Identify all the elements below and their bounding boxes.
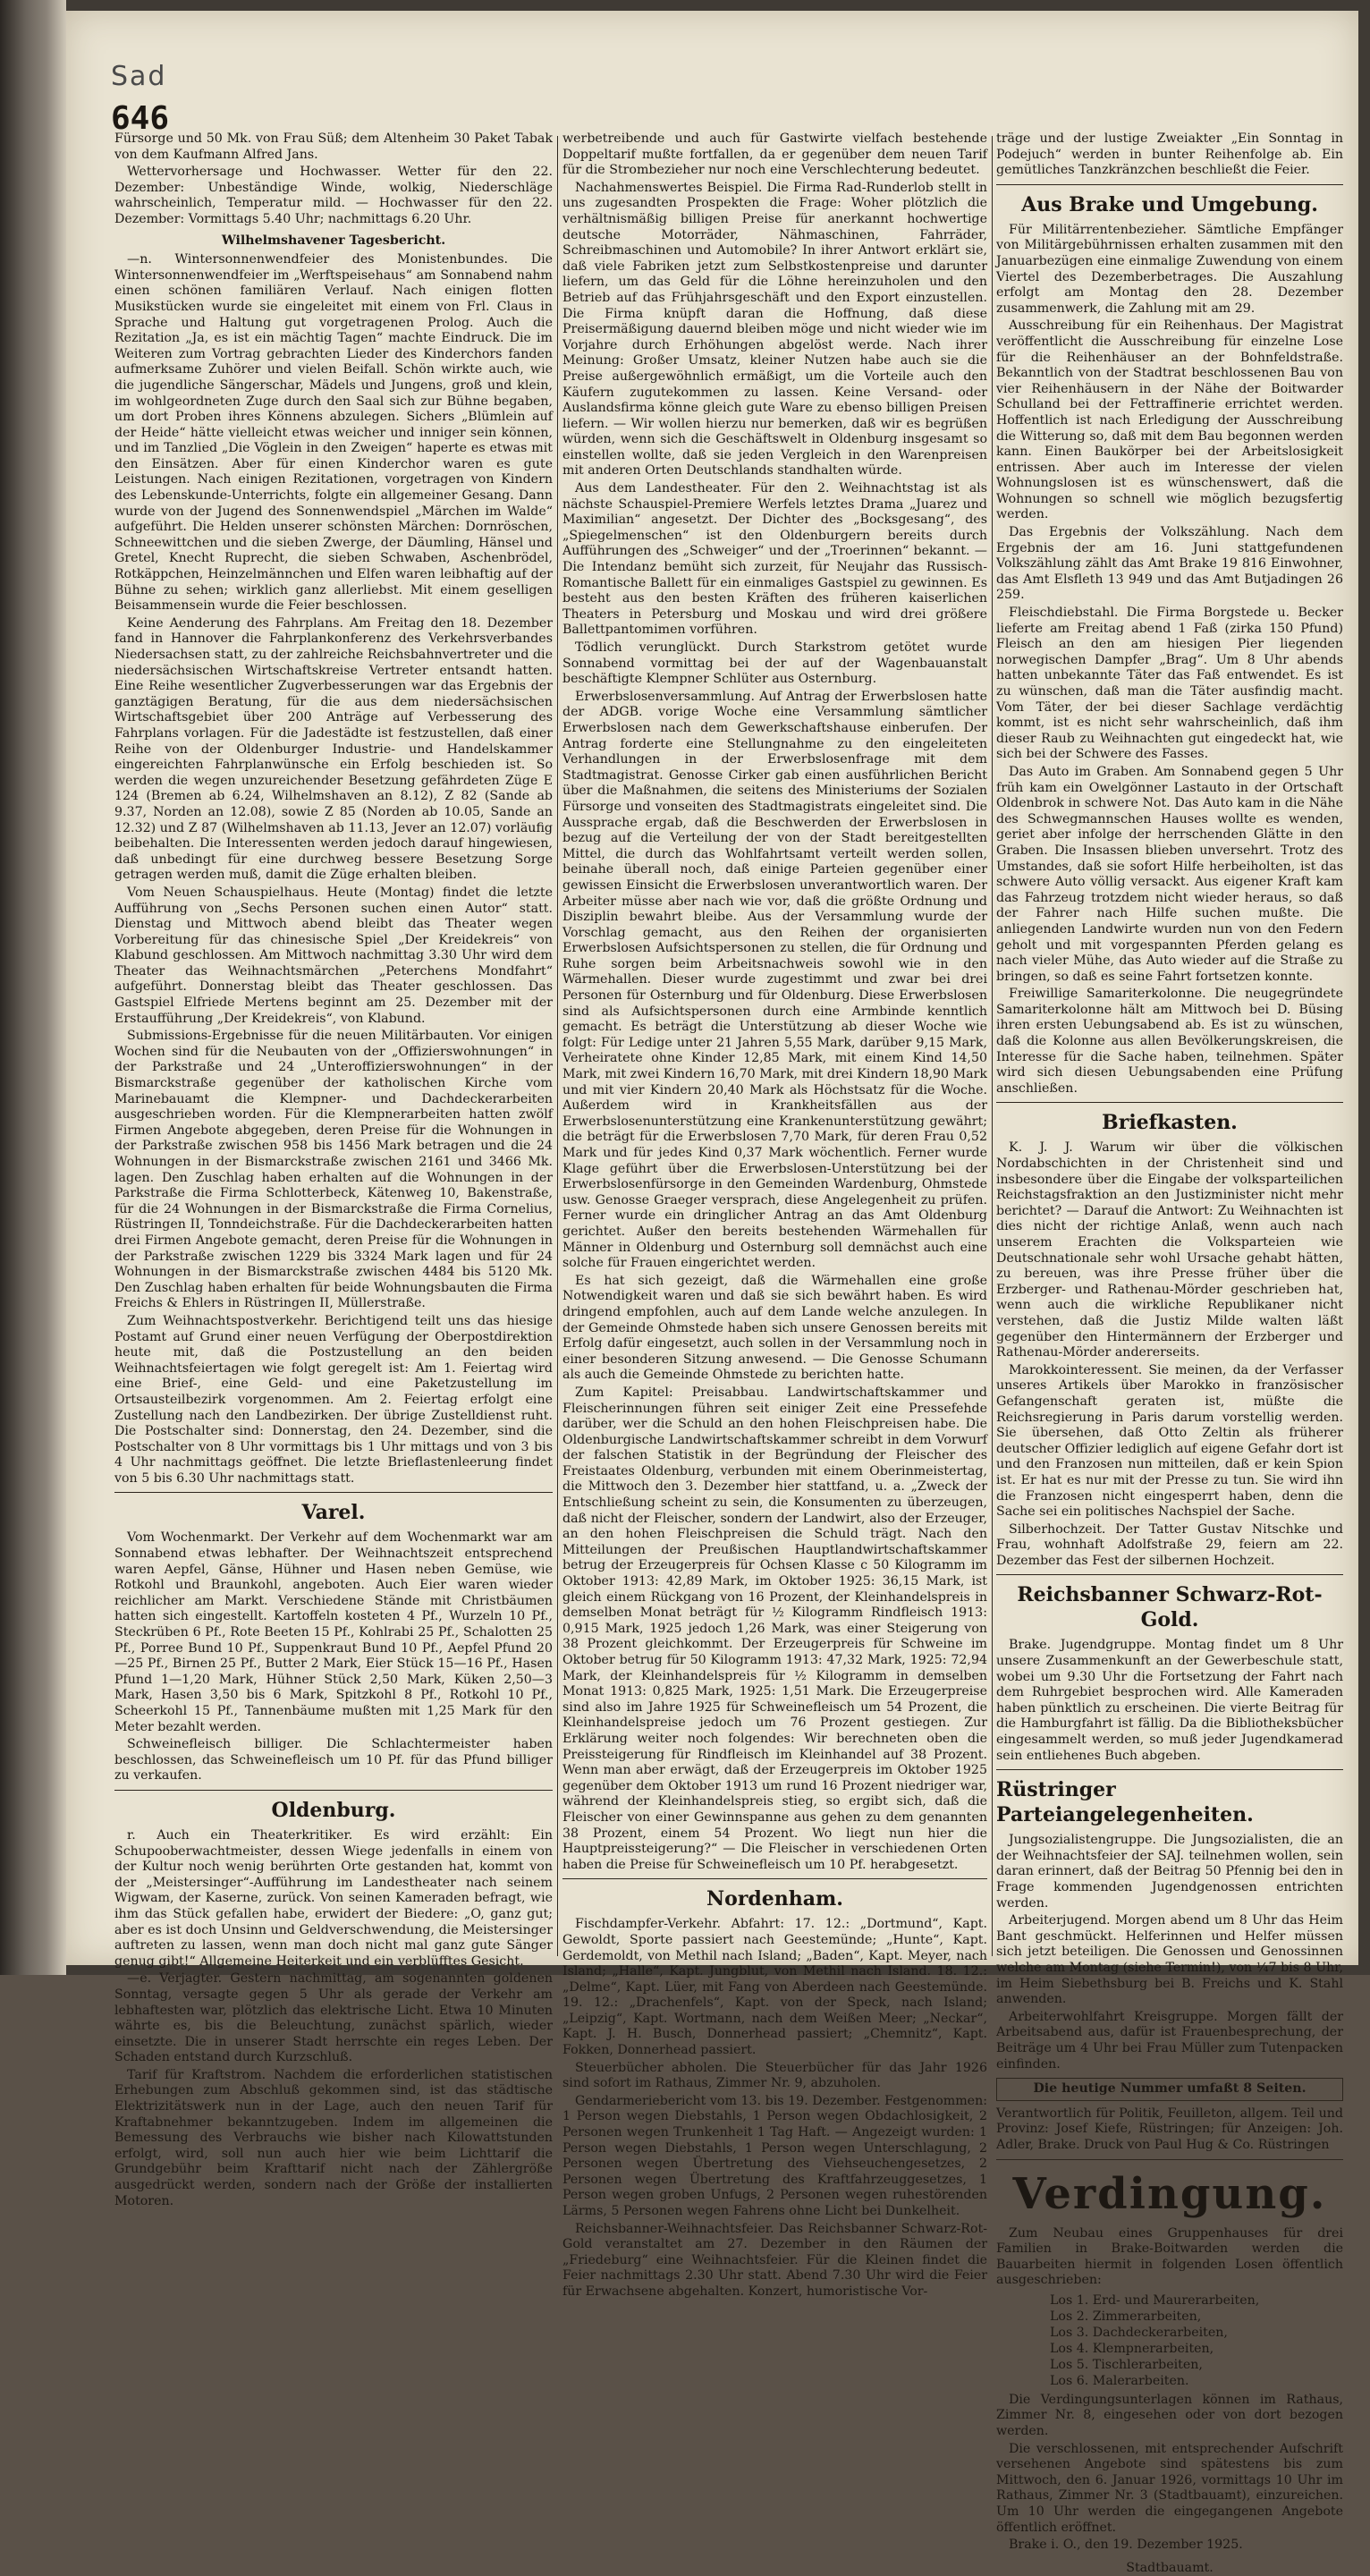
section-heading-ruestringen: Rüstringer Parteiangelegenheiten.	[996, 1777, 1343, 1827]
article-text: Keine Aenderung des Fahrplans. Am Freitag den 18. Dezember fand in Hannover die Fahrplankonferenz des Verkehrsverbandes Niedersachsen statt, zu der zahlreiche Reichsbahnvertreter und die niedersächsischen Wirtschaftskreise Vertreter entsandt hatten. Eine Reihe wesentlicher Zugverbesserungen war das Ergebnis der ganztägigen Beratung, für die aus dem niedersächsischen Wirtschaftsgebiet über 200 Anträge auf Verbesserung des Fahrplans vorlagen. Für die Jadestädte ist festzustellen, daß einer Reihe von der Oldenburger Industrie- und Handelskammer eingereichten Fahrplanwünsche ein Erfolg beschieden ist. So werden die wegen unzureichender Besetzung gefährdeten Züge E 124 (Bremen ab 6.24, Wilhelmshaven an 8.12), Z 82 (Sande ab 9.37, Norden an 12.08), sowie Z 85 (Norden ab 10.05, Sande an 12.32) und Z 87 (Wilhelmshaven ab 11.13, Jever an 12.07) vorläufig beibehalten. Die Interessenten werden jedoch darauf hingewiesen, daß unbedingt für eine durchweg bessere Besetzung Sorge getragen werden muß, damit die Züge erhalten bleiben.	[114, 616, 553, 884]
article-text: Zum Kapitel: Preisabbau. Landwirtschaftskammer und Fleischerinnungen führen seit einiger Zeit eine Pressefehde darüber, wer die Schuld an den hohen Fleischpreisen habe. Die Oldenburgische Landwirtschaftskammer schreibt in dem Vorwurf der falschen Statistik in der Begründung der Fleischer des Freistaates Oldenburg, verbunden mit einem Oberinmeistertag, die Mittwoch den 3. Dezember hier stattfand, u. a. „Zweck der Entschließung scheint zu sein, die Konsumenten zu überzeugen, daß nicht der Fleischer, sondern der Landwirt, also der Erzeuger, an den hohen Fleischpreisen die Schuld trägt. Nach den Mitteilungen der Preußischen Hauptlandwirtschaftskammer betrug der Erzeugerpreis für Ochsen Klasse c 50 Kilogramm im Oktober 1913: 42,89 Mark, im Oktober 1925: 36,15 Mark, ist gleich einem Rückgang von 16 Prozent, der Kleinhandelspreis in demselben Monat beträgt für ½ Kilogramm Rindfleisch 1913: 0,915 Mark, 1925 jedoch 1,26 Mark, was einer Steigerung von 38 Prozent gleichkommt. Der Erzeugerpreis für Schweine im Oktober betrug für 50 Kilogramm 1913: 47,32 Mark, 1925: 72,94 Mark, der Kleinhandelspreis für ½ Kilogramm in demselben Monat 1913: 0,825 Mark, 1925: 1,51 Mark. Die Erzeugerpreise sind also im Jahre 1925 für Schweinefleisch um 54 Prozent, die Kleinhandelspreise jedoch um 76 Prozent gestiegen. Zur Erklärung weiter noch folgendes: Wir berechneten oben die Preissteigerung für Rindfleisch im Kleinhandel auf 38 Prozent. Wenn man aber erwägt, daß der Erzeugerpreis im Oktober 1925 gegenüber dem Oktober 1913 um rund 16 Prozent niedriger war, während der Kleinhandelspreis stieg, so ergibt sich, daß die Fleischer von einer Gewinnspanne aus gehen zu dem genannten 38 Prozent, einem 54 Prozent. Wo liegt nun hier die Hauptpreissteigerung?“ — Die Fleischer in verschiedenen Orten haben die Preise für Schweinefleisch um 10 Pf. herabgesetzt.	[562, 1385, 987, 1873]
divider	[996, 1574, 1343, 1575]
divider	[996, 1102, 1343, 1103]
article-text: Schweinefleisch billiger. Die Schlachtermeister haben beschlossen, das Schweinefleisch um 10 Pf. für das Pfund billiger zu verkaufen.	[114, 1737, 553, 1784]
divider	[114, 1492, 553, 1493]
article-text: Nachahmenswertes Beispiel. Die Firma Rad-Runderlob stellt in uns zugesandten Prospekten die Frage: Woher plötzlich die verhältnismäßig billigen Preise für anerkannt hochwertige deutsche Motorräder, Nähmaschinen, Fahrräder, Schreibmaschinen und Automobile? In ihrer Antwort erklärt sie, daß viele Fabriken jetzt zum Selbstkostenpreise und darunter liefern, um das Geld für die Löhne hereinzuholen und den Betrieb auf das Frühjahrsgeschäft und den Export einzustellen. Die Firma knüpft daran die Hoffnung, daß diese Preisermäßigung dauernd bleiben möge und nicht wieder wie im Vorjahre durch Erhöhungen abgelöst werde. Nach ihrer Meinung: Großer Umsatz, kleiner Nutzen habe auch sie die Preise außergewöhnlich ermäßigt, um die Vorteile auch den Käufern zugutekommen zu lassen. Keine Versand- oder Auslandsfirma könne gleich gute Ware zu ebenso billigen Preisen liefern. — Wir wollen hierzu nur bemerken, daß wir es begrüßen würden, wenn sich die Geschäftswelt in Oldenburg insgesamt so einstellen wollte, daß sie jeden Vergleich in den Warenpreisen mit anderen Orten Deutschlands standhalten würde.	[562, 181, 987, 479]
article-text: Wettervorhersage und Hochwasser. Wetter für den 22. Dezember: Unbeständige Winde, wolkig, Niederschläge wahrscheinlich, Temperatur mild. — Hochwasser für den 22. Dezember: Vormittags 5.40 Uhr; nachmittags 6.20 Uhr.	[114, 165, 553, 227]
column-1	[114, 131, 553, 1961]
divider	[562, 1878, 987, 1879]
article-text: Submissions-Ergebnisse für die neuen Militärbauten. Vor einigen Wochen sind für die Neubauten von der „Offizierswohnungen“ in der Parkstraße und 24 „Unteroffizierswohnungen“ in der Bismarckstraße gegenüber der katholischen Kirche vom Marinebauamt die Klempner- und Dachdeckerarbeiten ausgeschrieben worden. Für die Klempnerarbeiten hatten zwölf Firmen Angebote abgegeben, deren Preise für die Wohnungen in der Parkstraße zwischen 958 bis 1456 Mark betragen und die 24 Wohnungen in der Bismarckstraße zwischen 2161 und 3466 Mk. lagen. Den Zuschlag haben erhalten auf die Wohnungen in der Parkstraße die Firma Schlotterbeck, Kätenweg 10, Bakenstraße, für die 24 Wohnungen in der Bismarckstraße die Firma Cornelius, Rüstringen II, Tonndeichstraße. Für die Dachdeckerarbeiten hatten drei Firmen Angebote gemacht, deren Preise für die Wohnungen in der Parkstraße zwischen 1229 bis 3324 Mark lagen und für 24 Wohnungen in der Bismarckstraße zwischen 4484 bis 5120 Mk. Den Zuschlag haben erhalten für beide Wohnungsbauten die Firma Freichs & Ehlers in Rüstringen II, Müllerstraße.	[114, 1029, 553, 1312]
notice-date: Brake i. O., den 19. Dezember 1925.	[996, 2538, 1343, 2554]
divider	[996, 2159, 1343, 2160]
lot-item: Los 1. Erd- und Maurerarbeiten,	[1050, 2292, 1343, 2309]
section-heading-oldenburg: Oldenburg.	[114, 1798, 553, 1823]
section-heading-reichsbanner: Reichsbanner Schwarz-Rot-Gold.	[996, 1582, 1343, 1632]
article-text: Freiwillige Samariterkolonne. Die neugegründete Samariterkolonne hält am Mittwoch bei D. Büsing ihren ersten Uebungsabend ab. Es ist zu wünschen, daß die Kolonne aus allen Bevölkerungskreisen, die Interesse für die Sache haben, teilnehmen. Später wird sich diesen Uebungsabenden eine Prüfung anschließen.	[996, 987, 1343, 1097]
divider	[114, 1790, 553, 1791]
lot-item: Los 4. Klempnerarbeiten,	[1050, 2341, 1343, 2357]
article-text: Gendarmeriebericht vom 13. bis 19. Dezember. Festgenommen: 1 Person wegen Diebstahls, 1 Person wegen Obdachlosigkeit, 2 Personen wegen Trunkenheit 1 Tag Haft. — Angezeigt wurden: 1 Person wegen Diebstahls, 1 Person wegen Unterschlagung, 2 Personen wegen Übertretung des Viehseuchengesetzes, 2 Personen wegen Übertretung des Kraftfahrzeuggesetzes, 1 Person wegen groben Unfugs, 2 Personen wegen ruhestörenden Lärms, 5 Personen wegen Fahrens ohne Licht bei Dunkelheit.	[562, 2094, 987, 2220]
article-text: Vom Wochenmarkt. Der Verkehr auf dem Wochenmarkt war am Sonnabend etwas lebhafter. Der Weihnachtszeit entsprechend waren Aepfel, Gänse, Hühner und Hasen neben Gemüse, wie Rotkohl und Braunkohl, angeboten. Auch Eier waren wieder reichlicher am Markt. Verschiedene Stände mit Christbäumen hatten sich eingestellt. Kartoffeln kosteten 4 Pf., Wurzeln 10 Pf., Steckrüben 6 Pf., Rote Beeten 15 Pf., Kohlrabi 25 Pf., Schalotten 25 Pf., Porree Bund 10 Pf., Suppenkraut Bund 10 Pf., Aepfel Pfund 20—25 Pf., Birnen 25 Pf., Butter 2 Mark, Eier Stück 15—16 Pf., Hasen Pfund 1—1,20 Mark, Hühner Stück 2,50 Mark, Küken 2,50—3 Mark, Hasen 3,50 bis 6 Mark, Spitzkohl 8 Pf., Rotkohl 10 Pf., Scheerkohl 15 Pf., Tannenbäume mußten mit 1,25 Mark für den Meter bezahlt werden.	[114, 1530, 553, 1735]
article-text: Erwerbslosenversammlung. Auf Antrag der Erwerbslosen hatte der ADGB. vorige Woche eine Versammlung sämtlicher Erwerbslosen nach dem Gewerkschaftshause einberufen. Der Antrag forderte eine Stellungnahme zu den eingeleiteten Verhandlungen in der Erwerbslosenfrage mit dem Stadtmagistrat. Genosse Cirker gab einen ausführlichen Bericht über die Maßnahmen, die seitens des Ministeriums der Sozialen Fürsorge und vonseiten des Stadtmagistrats eingeleitet sind. Die Aussprache ergab, daß die Beschwerden der Erwerbslosen in bezug auf die Verteilung der von der Stadt bereitgestellten Mittel, die durch das Wohlfahrtsamt verteilt werden sollen, beinahe überall noch, daß einige Parteien gegenüber einer gewissen Einsicht die Erwerbslosen unverantwortlich waren. Der Arbeiter müsse aber nach wie vor, daß die größte Ordnung und Disziplin bewahrt bleibe. Aus der Versammlung wurde der Vorschlag gemacht, aus den Reihen der organisierten Erwerbslosen Aufsichtspersonen zu stellen, die für Ordnung und Ruhe sorgen beim Arbeitsnachweis sowohl wie in den Wärmehallen. Dieser wurde zugestimmt und zwar bei drei Personen für Osternburg und für Oldenburg. Diese Erwerbslosen sind als Aufsichtspersonen durch eine Armbinde kenntlich gemacht. Es beträgt die Unterstützung ab dieser Woche wie folgt: Für Ledige unter 21 Jahren 5,55 Mark, darüber 9,15 Mark, Verheiratete ohne Kinder 12,85 Mark, mit einem Kind 14,50 Mark, mit zwei Kindern 16,70 Mark, mit drei Kindern 18,90 Mark und mit vier Kindern 20,40 Mark als Höchstsatz für die Woche. Außerdem wird in Krankheitsfällen aus der Erwerbslosenunterstützung eine Krankenunterstützung gewährt; die beträgt für die Erwerbslosen 7,70 Mark, für deren Frau 0,52 Mark und für jedes Kind 0,37 Mark wöchentlich. Ferner wurde Klage geführt über die Erwerbslosen-Unterstützung bei der Erwerbslosenfürsorge in den Gemeinden Wardenburg, Ohmstede usw. Genosse Graeger versprach, diese Angelegenheit zu prüfen. Ferner wurde ein dringlicher Antrag an das Amt Oldenburg gerichtet. Außer den bereits bestehenden Wärmehallen für Männer in Oldenburg und Osternburg soll demnächst auch eine solche für Frauen eingerichtet werden.	[562, 690, 987, 1272]
article-text: Für Militärrentenbezieher. Sämtliche Empfänger von Militärgebührnissen erhalten zusammen mit den Januarbezügen eine einmalige Zuwendung von einem Viertel des Dezemberbetrages. Die Auszahlung erfolgt am Montag den 28. Dezember zusammenwerk, die Zahlung mit am 29.	[996, 223, 1343, 318]
section-heading-brake: Aus Brake und Umgebung.	[996, 192, 1343, 217]
article-text: Das Auto im Graben. Am Sonnabend gegen 5 Uhr früh kam ein Owelgönner Lastauto in der Ortschaft Oldenbrok in schwere Not. Das Auto kam in die Nähe des Schwegmannschen Hauses wollte es wenden, geriet aber infolge der herrschenden Glätte in den Graben. Die Insassen blieben unversehrt. Trotz des Umstandes, daß sie sofort Hilfe herbeiholten, ist das schwere Auto völlig versackt. Aus eigener Kraft kam das Fahrzeug trotzdem nicht wieder heraus, so daß der Fahrer nach Hilfe suchen mußte. Die anliegenden Landwirte wurden nun von den Federn geholt und mit vorgespannten Pferden gelang es nach vieler Mühe, das Auto wieder auf die Straße zu bringen, so daß es seine Fahrt fortsetzen konnte.	[996, 765, 1343, 985]
column-3	[996, 131, 1343, 1961]
section-heading-briefkasten: Briefkasten.	[996, 1110, 1343, 1135]
article-text: Es hat sich gezeigt, daß die Wärmehallen eine große Notwendigkeit waren und daß sie sich bewährt haben. Es wird dringend empfohlen, auch auf dem Lande welche anzulegen. In der Gemeinde Ohmstede haben sich unsere Genossen bereits mit Erfolg dafür eingesetzt, auch sollen in der Versammlung noch in einer besonderen Sitzung anwesend. — Die Genosse Schumann als auch die Gemeinde Ohmstede zu berichten hatte.	[562, 1274, 987, 1384]
column-rule	[992, 136, 993, 1956]
article-text: Fürsorge und 50 Mk. von Frau Süß; dem Altenheim 30 Paket Tabak von dem Kaufmann Alfred Jans.	[114, 131, 553, 163]
lot-list	[1050, 2292, 1343, 2389]
notice-text: Die Verdingungsunterlagen können im Rathaus, Zimmer Nr. 8, eingesehen oder von dort bezogen werden.	[996, 2393, 1343, 2440]
article-text: Zum Weihnachtspostverkehr. Berichtigend teilt uns das hiesige Postamt auf Grund einer neuen Verfügung der Oberpostdirektion heute mit, daß die Postzustellung an den beiden Weihnachtsfeiertagen wie folgt geregelt ist: Am 1. Feiertag wird eine Brief-, eine Geld- und eine Paketzustellung im Ortsausteilbezirk vorgenommen. Am 2. Feiertag erfolgt eine Zustellung nach den Landbezirken. Der übrige Zustelldienst ruht. Die Postschalter sind: Donnerstag, den 24. Dezember, sind die Postschalter von 8 Uhr vormittags bis 1 Uhr mittags und von 3 bis 4 Uhr nachmittags geöffnet. Die letzte Brieflastenleerung findet von 5 bis 6.30 Uhr nachmittags statt.	[114, 1314, 553, 1487]
lot-item: Los 5. Tischlerarbeiten,	[1050, 2357, 1343, 2373]
article-text: träge und der lustige Zweiakter „Ein Sonntag in Podejuch“ werden in bunter Reihenfolge ab. Ein gemütliches Tanzkränzchen beschließt die Feier.	[996, 131, 1343, 179]
article-text: werbetreibende und auch für Gastwirte vielfach bestehende Doppeltarif mußte fortfallen, da er gegenüber dem neuen Tarif für die Strombezieher nur noch eine Verschlechterung bedeutet.	[562, 131, 987, 179]
notice-signature: Stadtbauamt.	[996, 2561, 1343, 2576]
article-text: K. J. J. Warum wir über die völkischen Nordabschichten in der Christenheit sind und insbesondere über die Eingabe der volksparteilichen Reichstagsfraktion an den Justizminister nicht mehr berichtet? — Darauf die Antwort: Zu Weihnachten ist dies nicht der richtige Anlaß, wenn auch nach unserem Erachten die Volksparteien wie Deutschnationale sehr wohl Ursache gehabt hätten, zu bereuen, was ihre Presse früher über die Erzberger- und Rathenau-Mörder geschrieben hat, wenn auch die wirkliche Republikaner nicht verstehen, daß die Justiz Milde walten läßt gegenüber den Hintermännern der Erzberger und Rathenau-Mörder andererseits.	[996, 1140, 1343, 1360]
issue-page-count: Die heutige Nummer umfaßt 8 Seiten.	[996, 2078, 1343, 2101]
article-text: r. Auch ein Theaterkritiker. Es wird erzählt: Ein Schupooberwachtmeister, dessen Wiege jedenfalls in einem von der Kultur noch wenig berührten Orte gestanden hat, kommt von der „Meistersinger“-Aufführung im Landestheater nach seinem Wigwam, der Kaserne, zurück. Von seinen Kameraden befragt, wie ihm das Stück gefallen habe, erwidert der Biedere: „O, ganz gut; aber es ist doch Unsinn und Geldverschwendung, die Meistersinger auftreten zu lassen, wenn man doch nicht mal ganz gute Sänger genug gibt!“ Allgemeine Heiterkeit und ein verblüfftes Gesicht.	[114, 1828, 553, 1970]
book-binding	[0, 0, 66, 1975]
divider	[996, 184, 1343, 185]
section-heading-varel: Varel.	[114, 1500, 553, 1525]
article-text: Jungsozialistengruppe. Die Jungsozialisten, die an der Weihnachtsfeier der SAJ. teilnehmen wollen, sein daran erinnert, daß der Beitrag 50 Pfennig bei den in Frage kommenden Jugendgenossen entrichten werden.	[996, 1833, 1343, 1911]
notice-title: Verdingung.	[996, 2169, 1343, 2219]
article-text: Fleischdiebstahl. Die Firma Borgstede u. Becker lieferte am Freitag abend 1 Faß (zirka 150 Pfund) Fleisch an den am hiesigen Pier liegenden norwegischen Dampfer „Brag“. Um 8 Uhr abends hatten unbekannte Täter das Faß entwendet. Es ist zu wünschen, daß man die Täter ausfindig macht. Vom Täter, der bei dieser Sachlage verdächtig kommt, ist es nicht sehr wahrscheinlich, daß ihm dieser Raub zu Weihnachten gut eingedeckt hat, wie sich bei der Schwere des Fasses.	[996, 606, 1343, 763]
pencil-mark: Sad	[111, 61, 166, 92]
article-text: Steuerbücher abholen. Die Steuerbücher für das Jahr 1926 sind sofort im Rathaus, Zimmer Nr. 9, abzuholen.	[562, 2061, 987, 2092]
article-text: —n. Wintersonnenwendfeier des Monistenbundes. Die Wintersonnenwendfeier im „Werftspeisehaus“ am Sonnabend nahm einen schönen familiären Verlauf. Nach einigen flotten Musikstücken wurde sie eingeleitet mit einem von Frl. Claus in Sprache und Haltung gut vorgetragenen Prolog. Auch die Rezitation „Ja, es ist ein mächtig Tagen“ machte Eindruck. Die im Weiteren zum Vortrag gebrachten Lieder des Kinderchors fanden aufmerksame Zuhörer und vielen Beifall. Schön wirkte auch, wie die jugendliche Sängerschar, Mädels und Jungens, groß und klein, im wohlgeordneten Zuge durch den Saal sich zur Bühne begaben, um dort Proben ihres Könnens abzulegen. Sichers „Blümlein auf der Heide“ hätte vielleicht etwas weicher und inniger sein können, und im Tanzlied „Die Vöglein in den Zweigen“ haperte es etwas mit den Einsätzen. Aber für einen Kinderchor waren es gute Leistungen. Nach einigen Rezitationen, vorgetragen von Kindern des Lebenskunde-Unterrichts, folgte ein allgemeiner Gesang. Dann wurde von der Jugend des Sonnenwendspiel „Märchen im Walde“ aufgeführt. Die Helden unserer schönsten Märchen: Dornröschen, Schneewittchen und die sieben Zwerge, der Däumling, Hänsel und Gretel, Knecht Ruprecht, die sieben Schwaben, Aschenbrödel, Rotkäppchen, Heinzelmännchen und Elfen waren leibhaftig auf der Bühne zu sehen; wirklich ganz allerliebst. Mit einem geselligen Beisammensein wurde die Feier beschlossen.	[114, 252, 553, 614]
section-heading: Wilhelmshavener Tagesbericht.	[114, 233, 553, 250]
article-text: —e. Verjagter. Gestern nachmittag, am sogenannten goldenen Sonntag, versagte gegen 5 Uhr als gerade der Verkehr am lebhaftesten war, plötzlich das elektrische Licht. Etwa 10 Minuten währte es, bis die Beleuchtung, zunächst spärlich, wieder einsetzte. Die in unserer Stadt herrschte ein reges Leben. Der Schaden entstand durch Kurzschluß.	[114, 1971, 553, 2066]
article-text: Marokkointeressent. Sie meinen, da der Verfasser unseres Artikels über Marokko in französischer Gefangenschaft geraten ist, müßte die Reichsregierung in Paris darum vorstellig werden. Sie übersehen, daß Otto Zeltin als früherer deutscher Offizier lediglich auf eigene Gefahr dort ist und den Franzosen nun mitteilen, daß er kein Spion ist. Er hat es nur mit der Presse zu tun. Sie wird ihn die Franzosen nicht eingesperrt haben, denn die Sache sei ein politisches Nachspiel der Sache.	[996, 1363, 1343, 1521]
notice-text: Die verschlossenen, mit entsprechender Aufschrift versehenen Angebote sind spätestens bis zum Mittwoch, den 6. Januar 1926, vormittags 10 Uhr im Rathaus, Zimmer Nr. 3 (Stadtbauamt), einzureichen. Um 10 Uhr werden die eingegangenen Angebote öffentlich eröffnet.	[996, 2442, 1343, 2537]
public-notice	[996, 2169, 1343, 2576]
notice-intro: Zum Neubau eines Gruppenhauses für drei Familien in Brake-Boitwarden werden die Bauarbeiten hiermit in folgenden Losen öffentlich ausgeschrieben:	[996, 2226, 1343, 2289]
article-text: Brake. Jugendgruppe. Montag findet um 8 Uhr unsere Zusammenkunft an der Gewerbeschule statt, wobei um 9.30 Uhr die Fortsetzung der Fahrt nach dem Ruhrgebiet besprochen wird. Alle Kameraden haben pünktlich zu erscheinen. Die vierte Beitrag für die Hamburgfahrt ist fällig. Da die Bibliotheksbücher eingesammelt werden, so muß jeder Jugendkamerad sein entliehenes Buch abgeben.	[996, 1638, 1343, 1764]
divider	[996, 1769, 1343, 1770]
article-text: Das Ergebnis der Volkszählung. Nach dem Ergebnis der am 16. Juni stattgefundenen Volkszählung zählt das Amt Brake 19 816 Einwohner, das Amt Elsfleth 13 949 und das Amt Butjadingen 26 259.	[996, 525, 1343, 604]
newspaper-page	[66, 11, 1358, 1965]
article-text: Tödlich verunglückt. Durch Starkstrom getötet wurde Sonnabend vormittag bei der auf der Wagenbauanstalt beschäftigte Klempner Schlüter aus Osternburg.	[562, 640, 987, 688]
imprint: Verantwortlich für Politik, Feuilleton, allgem. Teil und Provinz: Josef Kiefe, Rüstringen; für Anzeigen: Joh. Adler, Brake. Druck von Paul Hug & Co. Rüstringen	[996, 2106, 1343, 2154]
article-text: Arbeiterwohlfahrt Kreisgruppe. Morgen fällt der Arbeitsabend aus, dafür ist Frauenbesprechung, der Beiträge um 4 Uhr bei Frau Müller zum Tutenpacken einfinden.	[996, 2010, 1343, 2072]
article-text: Aus dem Landestheater. Für den 2. Weihnachtstag ist als nächste Schauspiel-Premiere Werfels letztes Drama „Juarez und Maximilian“ angesetzt. Der Dichter des „Bocksgesang“, des „Spiegelmenschen“ ist den Oldenburgern bereits durch Aufführungen des „Schweiger“ und der „Troerinnen“ bekannt. — Die Intendanz bemüht sich zurzeit, für Neujahr das Russisch-Romantische Ballett für ein einmaliges Gastspiel zu gewinnen. Es besteht aus den besten Kräften des früheren kaiserlichen Theaters in Petersburg und Moskau und wird drei größere Ballettpantomimen vorführen.	[562, 481, 987, 639]
section-heading-nordenham: Nordenham.	[562, 1886, 987, 1911]
article-text: Arbeiterjugend. Morgen abend um 8 Uhr das Heim Bant geschmückt. Helferinnen und Helfer müssen sich jetzt beteiligen. Die Genossen und Genossinnen welche am Montag (siehe Termin!), von ¼7 bis 8 Uhr, im Heim Siebethsburg bei B. Freichs und K. Stahl anwenden.	[996, 1913, 1343, 2008]
article-text: Fischdampfer-Verkehr. Abfahrt: 17. 12.: „Dortmund“, Kapt. Gewoldt, Sporte passiert nach Geestemünde; „Hunte“, Kapt. Gerdemoldt, von Methil nach Island; „Baden“, Kapt. Meyer, nach Island; „Halle“, Kapt. Jungblut, von Methil nach Island. 18. 12.: „Delme“, Kapt. Lüer, mit Fang von Aberdeen nach Geestemünde. 19. 12.: „Drachenfels“, Kapt. von der Speck, nach Island; „Leipzig“, Kapt. Wortmann, nach dem Weißen Meer; „Neckar“, Kapt. J. H. Busch, Donnerhead passiert; „Chemnitz“, Kapt. Fokken, Donnerhead passiert.	[562, 1917, 987, 2058]
lot-item: Los 2. Zimmerarbeiten,	[1050, 2309, 1343, 2325]
article-text: Vom Neuen Schauspielhaus. Heute (Montag) findet die letzte Aufführung von „Sechs Personen suchen einen Autor“ statt. Dienstag und Mittwoch abend bleibt das Theater wegen Vorbereitung für das chinesische Spiel „Der Kreidekreis“ von Klabund geschlossen. Am Mittwoch nachmittag 3.30 Uhr wird dem Theater das Weihnachtsmärchen „Peterchens Mondfahrt“ aufgeführt. Donnerstag bleibt das Theater geschlossen. Das Gastspiel Elfriede Mertens beginnt am 25. Dezember mit der Erstaufführung „Der Kreidekreis“, von Klabund.	[114, 886, 553, 1027]
page-number: 646	[111, 100, 169, 137]
article-text: Silberhochzeit. Der Tatter Gustav Nitschke und Frau, wohnhaft Adolfstraße 29, feiern am 22. Dezember das Fest der silbernen Hochzeit.	[996, 1522, 1343, 1570]
column-rule	[557, 136, 558, 1956]
lot-item: Los 6. Malerarbeiten.	[1050, 2373, 1343, 2389]
article-text: Reichsbanner-Weihnachtsfeier. Das Reichsbanner Schwarz-Rot-Gold veranstaltet am 27. Dezember in den Räumen der „Friedeburg“ eine Weihnachtsfeier. Für die Kleinen findet die Feier nachmittags 2.30 Uhr statt. Abend 7.30 Uhr wird die Feier für Erwachsene abgehalten. Konzert, humoristische Vor-	[562, 2222, 987, 2301]
lot-item: Los 3. Dachdeckerarbeiten,	[1050, 2325, 1343, 2341]
article-text: Ausschreibung für ein Reihenhaus. Der Magistrat veröffentlicht die Ausschreibung für einzelne Lose für die Reihenhäuser an der Bohnfeldstraße. Bekanntlich von der Stadtrat beschlossenen Bau von vier Reihenhäusern in der Nähe der Boitwarder Schulland bei der Fettraffinerie errichtet werden. Hoffentlich ist nach Erledigung der Ausschreibung die Witterung so, daß mit dem Bau begonnen werden kann. Einen Baukörper bei der Arbeitslosigkeit entrissen. Aber auch im Interesse der vielen Wohnungslosen ist es wünschenswert, daß die Wohnungen so schnell wie möglich bezugsfertig werden.	[996, 318, 1343, 523]
column-2	[562, 131, 987, 1961]
article-text: Tarif für Kraftstrom. Nachdem die erforderlichen statistischen Erhebungen zum Abschluß gekommen sind, ist das städtische Elektrizitätswerk nun in der Lage, auch den neuen Tarif für Kraftabnehmer bekanntzugeben. Indem im allgemeinen die Bemessung des Verbrauchs wie bisher nach Kilowattstunden erfolgt, wird, soll nun auch hier wie beim Lichttarif die Grundgebühr beim Krafttarif nicht nach der Zählergröße ausgedrückt werden, sondern nach der Größe der installierten Motoren.	[114, 2068, 553, 2209]
